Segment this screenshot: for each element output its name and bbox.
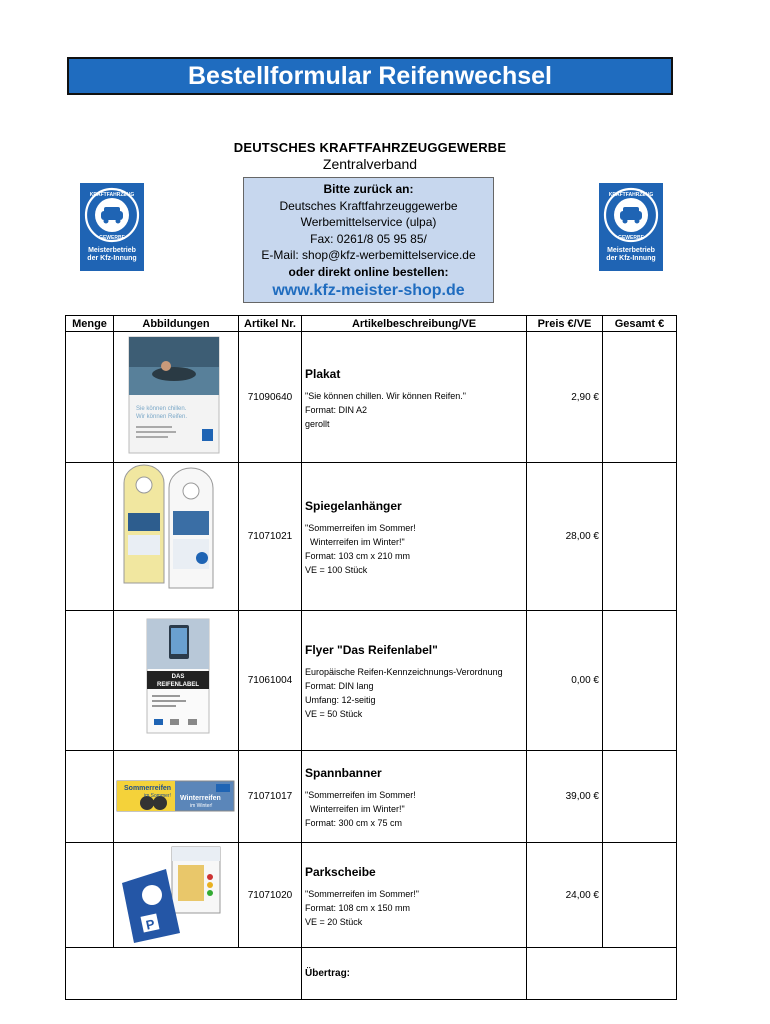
description-line: VE = 50 Stück [305,709,363,719]
description-line: Winterreifen im Winter!" [310,804,405,814]
product-image [114,463,239,611]
description-line: Europäische Reifen-Kennzeichnungs-Verordnung [305,667,503,677]
article-description [302,611,527,751]
article-name: Spiegelanhänger [305,499,402,513]
kfz-emblem-icon [599,183,663,247]
address-heading: Bitte zurück an: [323,182,414,196]
address-line: Werbemittelservice (ulpa) [300,215,437,229]
description-line: Format: DIN lang [305,681,374,691]
product-image [114,751,239,843]
flyer-image [114,611,237,747]
form-title: Bestellformular Reifenwechsel [67,57,673,95]
article-description [302,751,527,843]
article-description [302,843,527,948]
address-line: Deutsches Kraftfahrzeuggewerbe [279,198,458,213]
quantity-input[interactable] [66,751,114,843]
shop-url-link[interactable]: www.kfz-meister-shop.de [272,282,465,299]
innung-logo-right [599,183,663,271]
parkscheibe-letter: P [144,916,157,933]
kfz-emblem-icon [80,183,144,247]
banner-text3: Winterreifen [180,795,221,802]
description-line: VE = 100 Stück [305,565,368,575]
description-line: Format: 300 cm x 75 cm [305,818,403,828]
total-cell[interactable] [603,751,677,843]
total-cell[interactable] [603,463,677,611]
spiegelanhaenger-image [114,463,237,607]
article-number: 71071017 [239,751,302,843]
table-row [66,463,677,611]
article-number: 71071020 [239,843,302,948]
carry-over-label: Übertrag: [302,948,527,1000]
quantity-input[interactable] [66,463,114,611]
article-description [302,332,527,463]
total-cell[interactable] [603,611,677,751]
organization-subtitle: Zentralverband [322,156,418,172]
header-artikel-nr: Artikel Nr. [239,316,302,332]
online-order-hint: oder direkt online bestellen: [288,264,449,279]
table-header-row [66,316,677,332]
logo-caption-line1: Meisterbetrieb [607,247,655,254]
header-preis: Preis €/VE [527,316,603,332]
article-name: Plakat [305,366,341,381]
product-image [114,332,239,463]
unit-price: 24,00 € [527,843,603,948]
logo-ring-bottom: GEWERBE [618,235,644,241]
description-line: gerollt [305,418,330,429]
organization-header [200,140,540,172]
plakat-text2: Wir können Reifen. [136,414,188,420]
plakat-image [114,332,237,459]
unit-price: 28,00 € [527,463,603,611]
spannbanner-image [114,751,237,839]
header-menge: Menge [66,316,114,332]
header-beschreibung: Artikelbeschreibung/VE [302,316,527,332]
parkscheibe-image [114,843,237,944]
article-number: 71061004 [239,611,302,751]
unit-price: 39,00 € [527,751,603,843]
carry-over-total[interactable] [527,948,677,1000]
flyer-label2: REIFENLABEL [157,682,199,688]
product-image [114,611,239,751]
quantity-input[interactable] [66,332,114,463]
description-line: Umfang: 12-seitig [305,695,376,705]
carry-over-blank [66,948,302,1000]
logo-ring-top: KRAFTFAHRZEUG [89,192,135,198]
description-line: VE = 20 Stück [305,916,363,927]
article-name: Parkscheibe [305,864,376,879]
order-table [65,315,677,1000]
logo-ring-top: KRAFTFAHRZEUG [608,192,654,198]
product-image [114,843,239,948]
table-row [66,751,677,843]
description-line: "Sommerreifen im Sommer! [305,790,416,800]
plakat-text1: Sie können chillen. [136,406,187,412]
logo-caption [80,247,144,263]
header-gesamt: Gesamt € [603,316,677,332]
quantity-input[interactable] [66,611,114,751]
logo-caption-line2: der Kfz-Innung [606,255,656,262]
article-description [302,463,527,611]
banner-text2: im Sommer! [144,793,171,799]
total-cell[interactable] [603,843,677,948]
logo-caption [599,247,663,263]
unit-price: 0,00 € [527,611,603,751]
description-line: Format: 108 cm x 150 mm [305,902,411,913]
description-line: "Sommerreifen im Sommer!" [305,888,419,899]
description-line: "Sommerreifen im Sommer! [305,523,416,533]
flyer-label1: DAS [171,674,185,680]
header-abbildungen: Abbildungen [114,316,239,332]
description-line: Winterreifen im Winter!" [310,537,405,547]
fax-line: Fax: 0261/8 05 95 85/ [310,231,427,246]
email-line[interactable]: E-Mail: shop@kfz-werbemittelservice.de [261,248,476,262]
logo-ring-bottom: GEWERBE [99,235,125,241]
banner-text1: Sommerreifen [124,785,172,792]
quantity-input[interactable] [66,843,114,948]
article-number: 71071021 [239,463,302,611]
table-row [66,332,677,463]
table-row [66,843,677,948]
logo-caption-line2: der Kfz-Innung [87,255,137,262]
banner-text4: im Winter! [190,803,213,809]
article-name: Flyer "Das Reifenlabel" [305,643,438,657]
description-line: Format: 103 cm x 210 mm [305,551,411,561]
total-cell[interactable] [603,332,677,463]
organization-name: DEUTSCHES KRAFTFAHRZEUGGEWERBE [233,140,507,155]
article-number: 71090640 [239,332,302,463]
innung-logo-left [80,183,144,271]
article-name: Spannbanner [305,766,382,780]
logo-caption-line1: Meisterbetrieb [88,247,136,254]
carry-over-row [66,948,677,1000]
description-line: Format: DIN A2 [305,404,368,415]
return-address-box [243,177,494,303]
unit-price: 2,90 € [527,332,603,463]
description-line: "Sie können chillen. Wir können Reifen." [305,390,466,401]
table-row [66,611,677,751]
